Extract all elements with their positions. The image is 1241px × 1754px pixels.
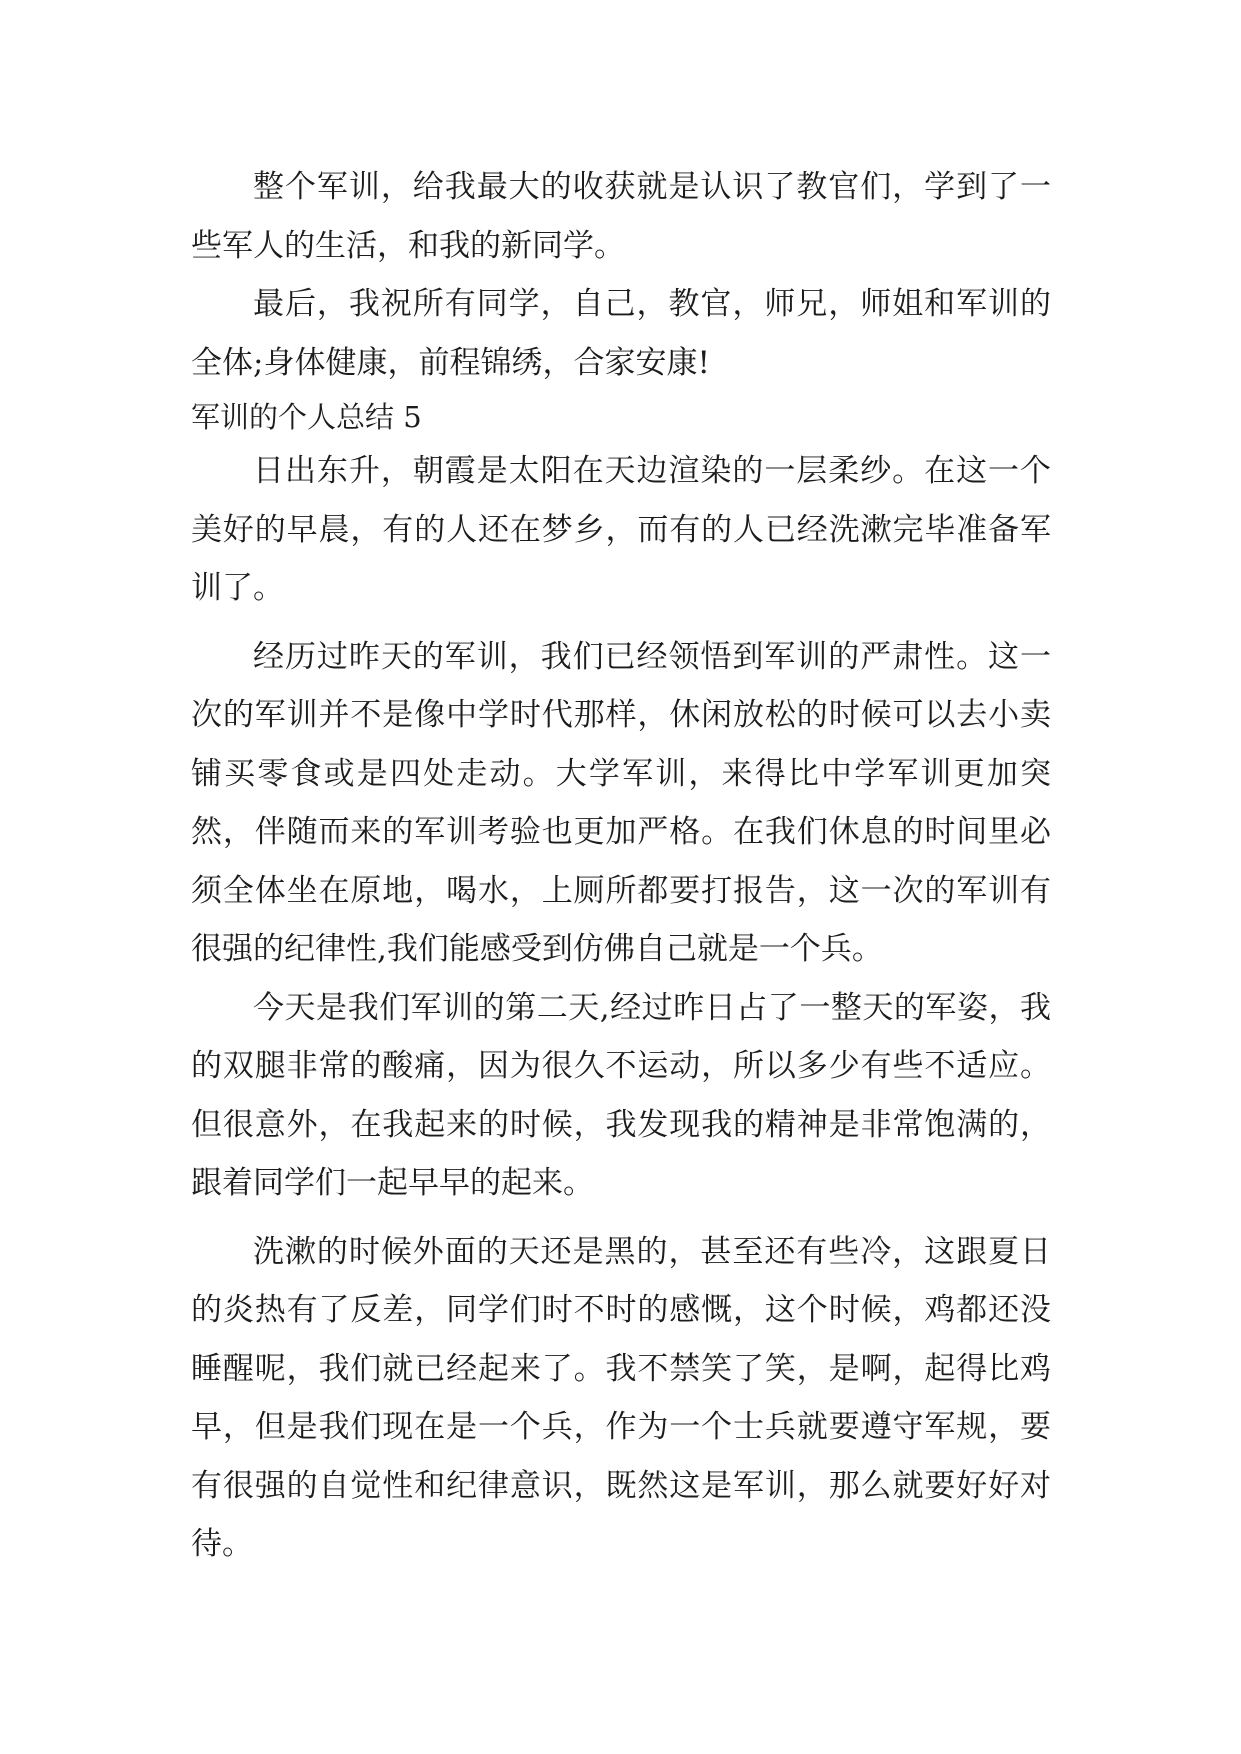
paragraph: 整个军训，给我最大的收获就是认识了教官们，学到了一些军人的生活，和我的新同学。	[191, 169, 1051, 264]
document-body	[191, 158, 1051, 1574]
paragraph: 今天是我们军训的第二天,经过昨日占了一整天的军姿，我的双腿非常的酸痛，因为很久不运动，所以多少有些不适应。但很意外，在我起来的时候，我发现我的精神是非常饱满的，跟着同学们一起早早的起来。	[191, 989, 1051, 1201]
paragraph: 日出东升，朝霞是太阳在天边渲染的一层柔纱。在这一个美好的早晨，有的人还在梦乡，而有的人已经洗漱完毕准备军训了。	[191, 453, 1051, 606]
section-title: 军训的个人总结 5	[191, 400, 422, 434]
paragraph: 经历过昨天的军训，我们已经领悟到军训的严肃性。这一次的军训并不是像中学时代那样，休闲放松的时候可以去小卖铺买零食或是四处走动。大学军训，来得比中学军训更加突然，伴随而来的军训考验也更加严格。在我们休息的时间里必须全体坐在原地，喝水，上厕所都要打报告，这一次的军训有很强的纪律性,我们能感受到仿佛自己就是一个兵。	[191, 638, 1051, 967]
paragraph: 最后，我祝所有同学，自己，教官，师兄，师姐和军训的全体;身体健康，前程锦绣，合家安康!	[191, 286, 1051, 381]
paragraph: 洗漱的时候外面的天还是黑的，甚至还有些冷，这跟夏日的炎热有了反差，同学们时不时的感慨，这个时候，鸡都还没睡醒呢，我们就已经起来了。我不禁笑了笑，是啊，起得比鸡早，但是我们现在是一个兵，作为一个士兵就要遵守军规，要有很强的自觉性和纪律意识，既然这是军训，那么就要好好对待。	[191, 1233, 1051, 1562]
